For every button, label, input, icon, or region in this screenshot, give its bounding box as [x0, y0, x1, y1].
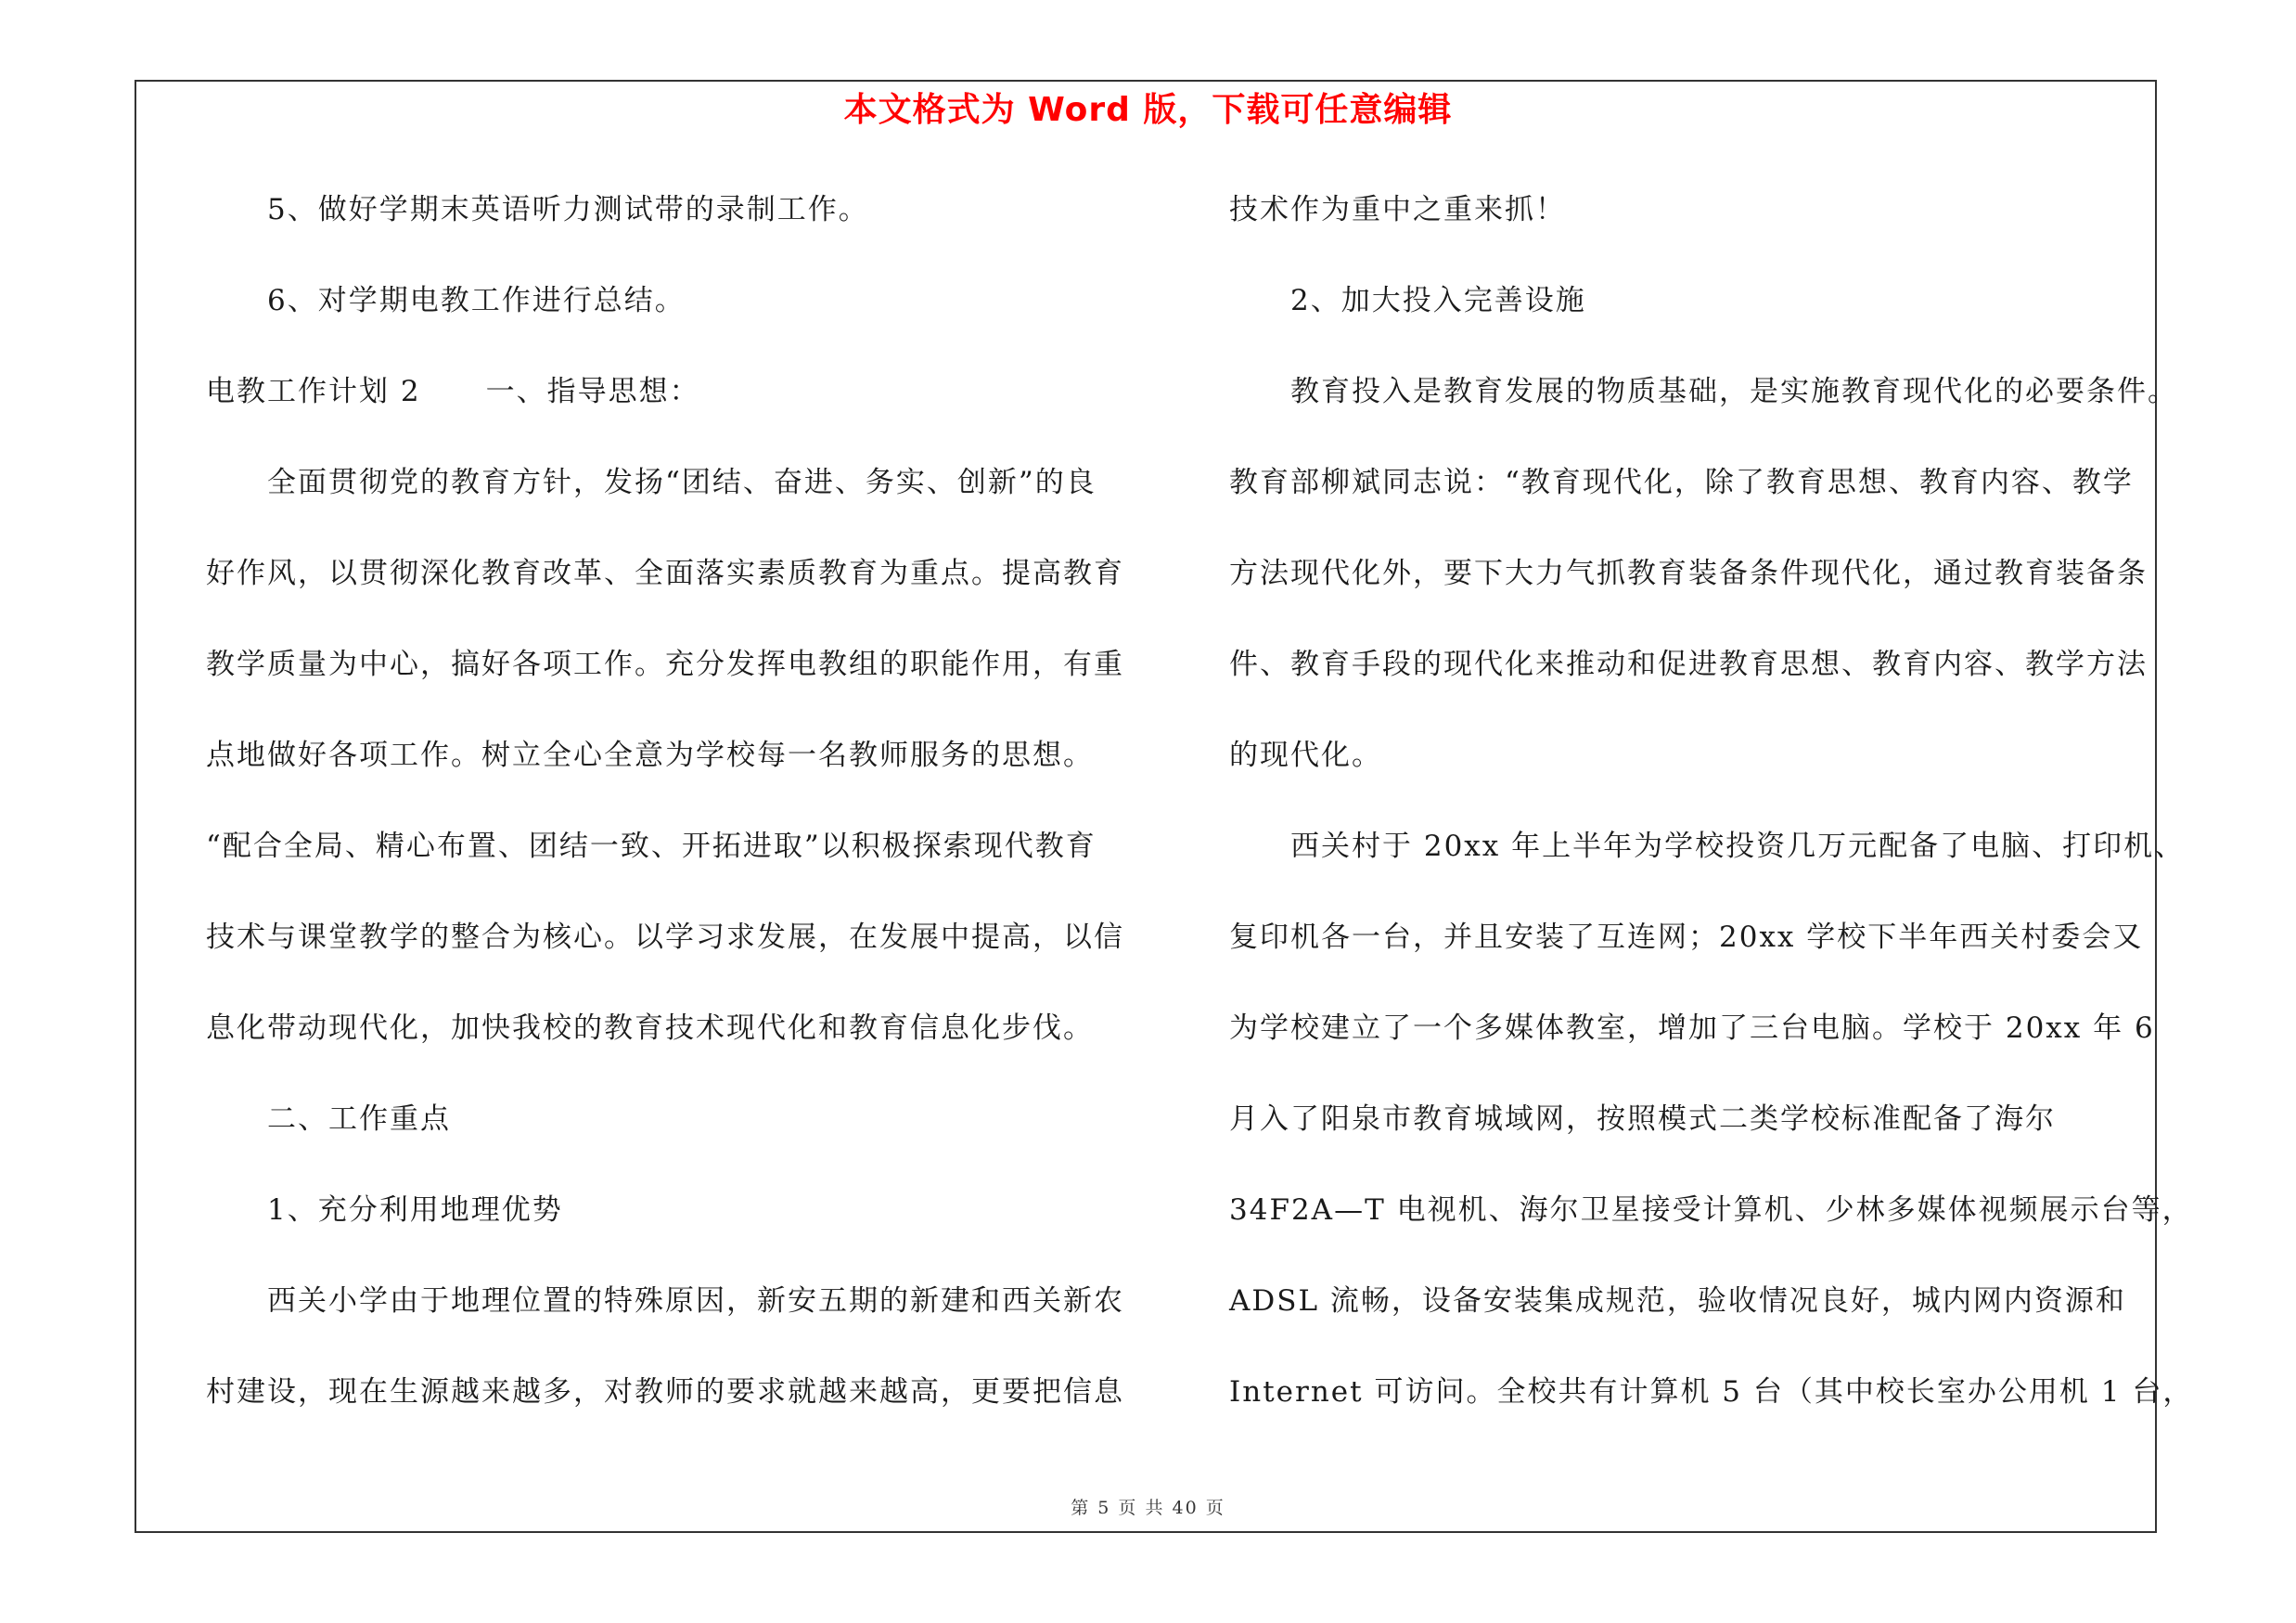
page-number-footer: 第 5 页 共 40 页 — [1071, 1498, 1225, 1518]
text-line: 全面贯彻党的教育方针，发扬“团结、奋进、务实、创新”的良 — [267, 466, 1097, 499]
text-line: 西关村于 20xx 年上半年为学校投资几万元配备了电脑、打印机、 — [1290, 830, 2186, 863]
text-line: 的现代化。 — [1229, 739, 1382, 772]
text-line: ADSL 流畅，设备安装集成规范，验收情况良好，城内网内资源和 — [1229, 1284, 2126, 1318]
right-column — [1229, 182, 2194, 1455]
text-line: 西关小学由于地理位置的特殊原因，新安五期的新建和西关新农 — [267, 1284, 1124, 1318]
text-line: 点地做好各项工作。树立全心全意为学校每一名教师服务的思想。 — [206, 739, 1094, 772]
text-line: 复印机各一台，并且安装了互连网；20xx 学校下半年西关村委会又 — [1229, 921, 2144, 954]
text-line: 5、做好学期末英语听力测试带的录制工作。 — [267, 193, 869, 226]
text-line: 教学质量为中心，搞好各项工作。充分发挥电教组的职能作用，有重 — [206, 648, 1124, 681]
section-heading-line — [206, 364, 1134, 455]
text-line: 教育投入是教育发展的物质基础，是实施教育现代化的必要条件。 — [1290, 375, 2178, 408]
text-line: 月入了阳泉市教育城域网，按照模式二类学校标准配备了海尔 — [1229, 1102, 2056, 1136]
text-line: 6、对学期电教工作进行总结。 — [267, 284, 686, 317]
text-line: 教育部柳斌同志说：“教育现代化，除了教育思想、教育内容、教学 — [1229, 466, 2134, 499]
text-line: 方法现代化外，要下大力气抓教育装备条件现代化，通过教育装备条 — [1229, 557, 2148, 590]
text-line: 34F2A—T 电视机、海尔卫星接受计算机、少林多媒体视频展示台等， — [1229, 1193, 2193, 1227]
section-heading: 一、指导思想： — [485, 375, 700, 408]
text-line: 为学校建立了一个多媒体教室，增加了三台电脑。学校于 20xx 年 6 — [1229, 1011, 2155, 1045]
text-line: 息化带动现代化，加快我校的教育技术现代化和教育信息化步伐。 — [206, 1011, 1094, 1045]
text-line: 件、教育手段的现代化来推动和促进教育思想、教育内容、教学方法 — [1229, 648, 2148, 681]
left-column — [206, 182, 1134, 1455]
text-line: 技术与课堂教学的整合为核心。以学习求发展，在发展中提高，以信 — [206, 921, 1124, 954]
subsection-heading: 2、加大投入完善设施 — [1290, 284, 1586, 317]
format-banner: 本文格式为 Word 版，下载可任意编辑 — [843, 91, 1453, 129]
text-line: “配合全局、精心布置、团结一致、开拓进取”以积极探索现代教育 — [206, 830, 1097, 863]
text-line: Internet 可访问。全校共有计算机 5 台（其中校长室办公用机 1 台， — [1229, 1375, 2194, 1409]
subsection-heading: 1、充分利用地理优势 — [267, 1193, 563, 1227]
plan-title: 电教工作计划 2 — [206, 375, 421, 408]
text-line: 好作风，以贯彻深化教育改革、全面落实素质教育为重点。提高教育 — [206, 557, 1124, 590]
section-heading: 二、工作重点 — [267, 1102, 451, 1136]
text-line: 村建设，现在生源越来越多，对教师的要求就越来越高，更要把信息 — [206, 1375, 1124, 1409]
text-line: 技术作为重中之重来抓！ — [1229, 193, 1566, 226]
